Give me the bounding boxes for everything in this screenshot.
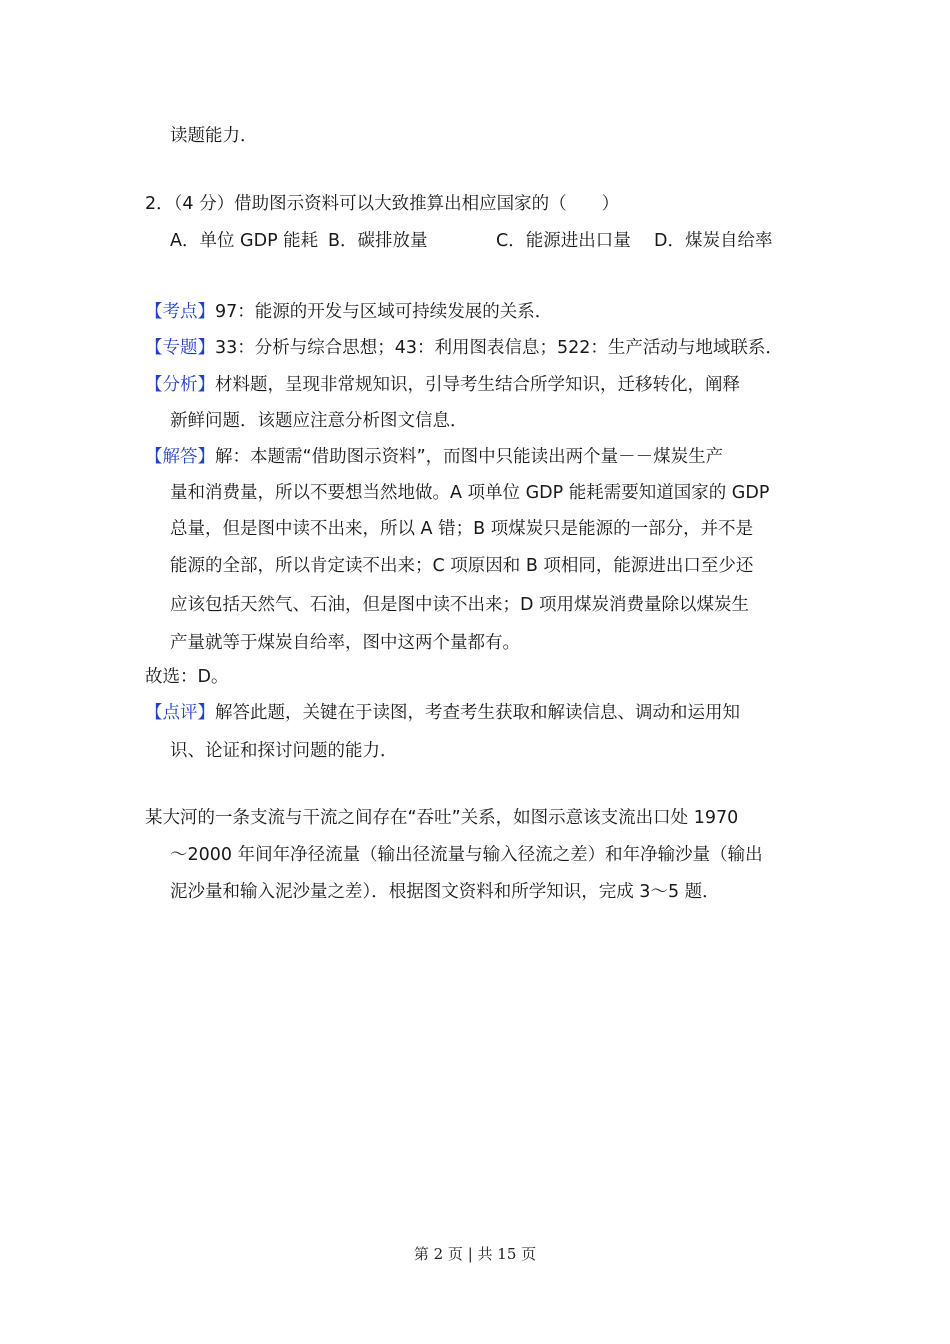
dianping-line: 识、论证和探讨问题的能力． (170, 741, 398, 761)
kaodian-text: 97：能源的开发与区域可持续发展的关系． (215, 302, 553, 322)
jieda-line: 量和消费量，所以不要想当然地做。A 项单位 GDP 能耗需要知道国家的 GDP (170, 483, 770, 503)
jieda-line: 产量就等于煤炭自给率，图中这两个量都有。 (170, 633, 520, 653)
kaodian-tag: 【考点】 (145, 302, 215, 322)
jieda-line: 解：本题需“借助图示资料”，而图中只能读出两个量－－煤炭生产 (215, 447, 724, 467)
answer-text: 故选：D。 (145, 667, 229, 687)
option-c: C．能源进出口量 (496, 231, 631, 251)
zhuanti-row (145, 335, 783, 361)
jieda-line: 应该包括天然气、石油，但是图中读不出来；D 项用煤炭消费量除以煤炭生 (170, 595, 750, 615)
fenxi-line: 材料题，呈现非常规知识，引导考生结合所学知识，迁移转化，阐释 (215, 375, 740, 395)
jieda-row (145, 444, 723, 470)
kaodian-row (145, 299, 552, 325)
fragment-text: 读题能力． (170, 126, 258, 146)
fenxi-line: 新鲜问题．该题应注意分析图文信息． (170, 411, 468, 431)
jieda-line: 总量，但是图中读不出来，所以 A 错；B 项煤炭只是能源的一部分，并不是 (170, 519, 754, 539)
zhuanti-tag: 【专题】 (145, 338, 215, 358)
option-a: A．单位 GDP 能耗 (170, 231, 319, 251)
option-b: B．碳排放量 (328, 231, 428, 251)
dianping-row (145, 700, 740, 726)
option-d: D．煤炭自给率 (654, 231, 773, 251)
question-stem: 2．（4 分）借助图示资料可以大致推算出相应国家的（ ） (145, 194, 620, 214)
intro-line: ～2000 年间年净径流量（输出径流量与输入径流之差）和年净输沙量（输出 (170, 845, 763, 865)
intro-line: 泥沙量和输入泥沙量之差）．根据图文资料和所学知识，完成 3～5 题． (170, 882, 720, 902)
fenxi-tag: 【分析】 (145, 375, 215, 395)
dianping-line: 解答此题，关键在于读图，考查考生获取和解读信息、调动和运用知 (215, 703, 740, 723)
jieda-line: 能源的全部，所以肯定读不出来；C 项原因和 B 项相同，能源进出口至少还 (170, 556, 754, 576)
intro-line: 某大河的一条支流与干流之间存在“吞吐”关系，如图示意该支流出口处 1970 (145, 808, 739, 828)
page-footer: 第 2 页 | 共 15 页 (413, 1245, 537, 1263)
dianping-tag: 【点评】 (145, 703, 215, 723)
zhuanti-text: 33：分析与综合思想；43：利用图表信息；522：生产活动与地域联系． (215, 338, 783, 358)
jieda-tag: 【解答】 (145, 447, 215, 467)
fenxi-row (145, 372, 740, 398)
